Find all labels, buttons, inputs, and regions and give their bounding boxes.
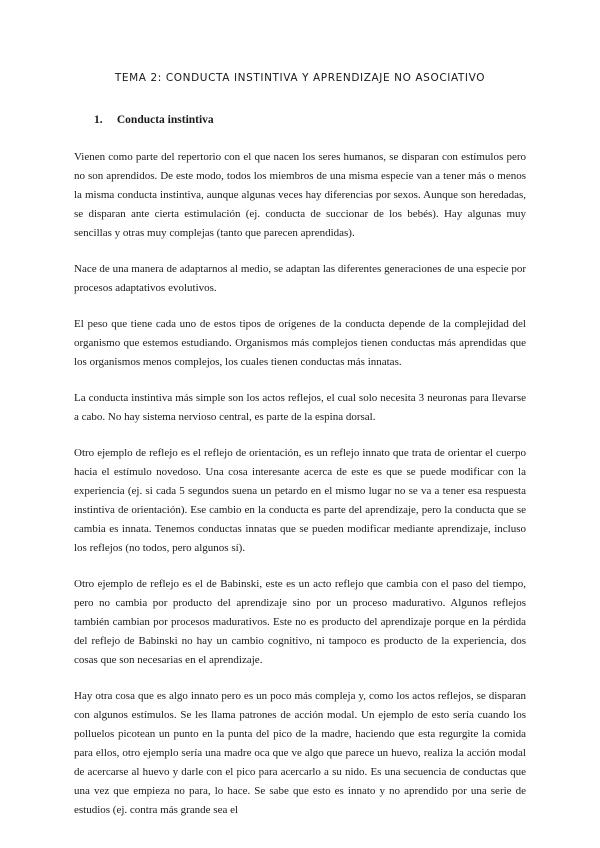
section-title: Conducta instintiva	[116, 114, 214, 126]
section-number: 1.	[94, 114, 103, 126]
paragraph: Vienen como parte del repertorio con el que nacen los seres humanos, se disparan con estímulos pero no son aprendidos. De este modo, todos los miembros de una misma especie van a tener más o menos la misma conducta instintiva, aunque algunas veces hay diferencias por sexos. Aunque son heredadas, se disparan ante cierta estimulación (ej. conducta de succionar de los bebés). Hay algunas muy sencillas y otras muy complejas (tanto que parecen aprendidas).	[74, 151, 526, 239]
paragraph: Hay otra cosa que es algo innato pero es un poco más compleja y, como los actos reflejos, se disparan con algunos estímulos. Se les llama patrones de acción modal. Un ejemplo de esto sería cuando los polluelos picotean un punto en la punta del pico de la madre, haciendo que esta regurgite la comida para ellos, otro ejemplo sería una madre oca que ve algo que parece un huevo, realiza la acción modal de acercarse al huevo y darle con el pico para acercarlo a su nido. Es una secuencia de conductas que una vez que empieza no para, lo hace. Se sabe que esto es innato y no aprendido por una serie de estudios (ej. contra más grande sea el	[74, 690, 526, 816]
section-heading	[94, 114, 526, 126]
paragraph: Otro ejemplo de reflejo es el de Babinski, este es un acto reflejo que cambia con el paso del tiempo, pero no cambia por producto del aprendizaje sino por un proceso madurativo. Algunos reflejos también cambian por procesos madurativos. Este no es producto del aprendizaje porque en la pérdida del reflejo de Babinski no hay un cambio cognitivo, ni tampoco es producto de la experiencia, dos cosas que son necesarias en el aprendizaje.	[74, 578, 526, 666]
document-title: TEMA 2: CONDUCTA INSTINTIVA Y APRENDIZAJE NO ASOCIATIVO	[114, 72, 486, 84]
paragraph: Nace de una manera de adaptarnos al medio, se adaptan las diferentes generaciones de una especie por procesos adaptativos evolutivos.	[74, 263, 526, 294]
paragraph: El peso que tiene cada uno de estos tipos de orígenes de la conducta depende de la complejidad del organismo que estemos estudiando. Organismos más complejos tienen conductas más aprendidas que los organismos menos complejos, los cuales tienen conductas más innatas.	[74, 318, 526, 368]
paragraph: Otro ejemplo de reflejo es el reflejo de orientación, es un reflejo innato que trata de orientar el cuerpo hacia el estímulo novedoso. Una cosa interesante acerca de este es que se puede modificar con la experiencia (ej. si cada 5 segundos suena un petardo en el mismo lugar no se va a tener esa respuesta instintiva de orientación). Ese cambio en la conducta es parte del aprendizaje, pero la conducta que se cambia es innata. Tenemos conductas innatas que se pueden modificar mediante aprendizaje, incluso los reflejos (no todos, pero algunos sí).	[74, 447, 526, 554]
paragraph: La conducta instintiva más simple son los actos reflejos, el cual solo necesita 3 neuronas para llevarse a cabo. No hay sistema nervioso central, es parte de la espina dorsal.	[74, 392, 526, 423]
